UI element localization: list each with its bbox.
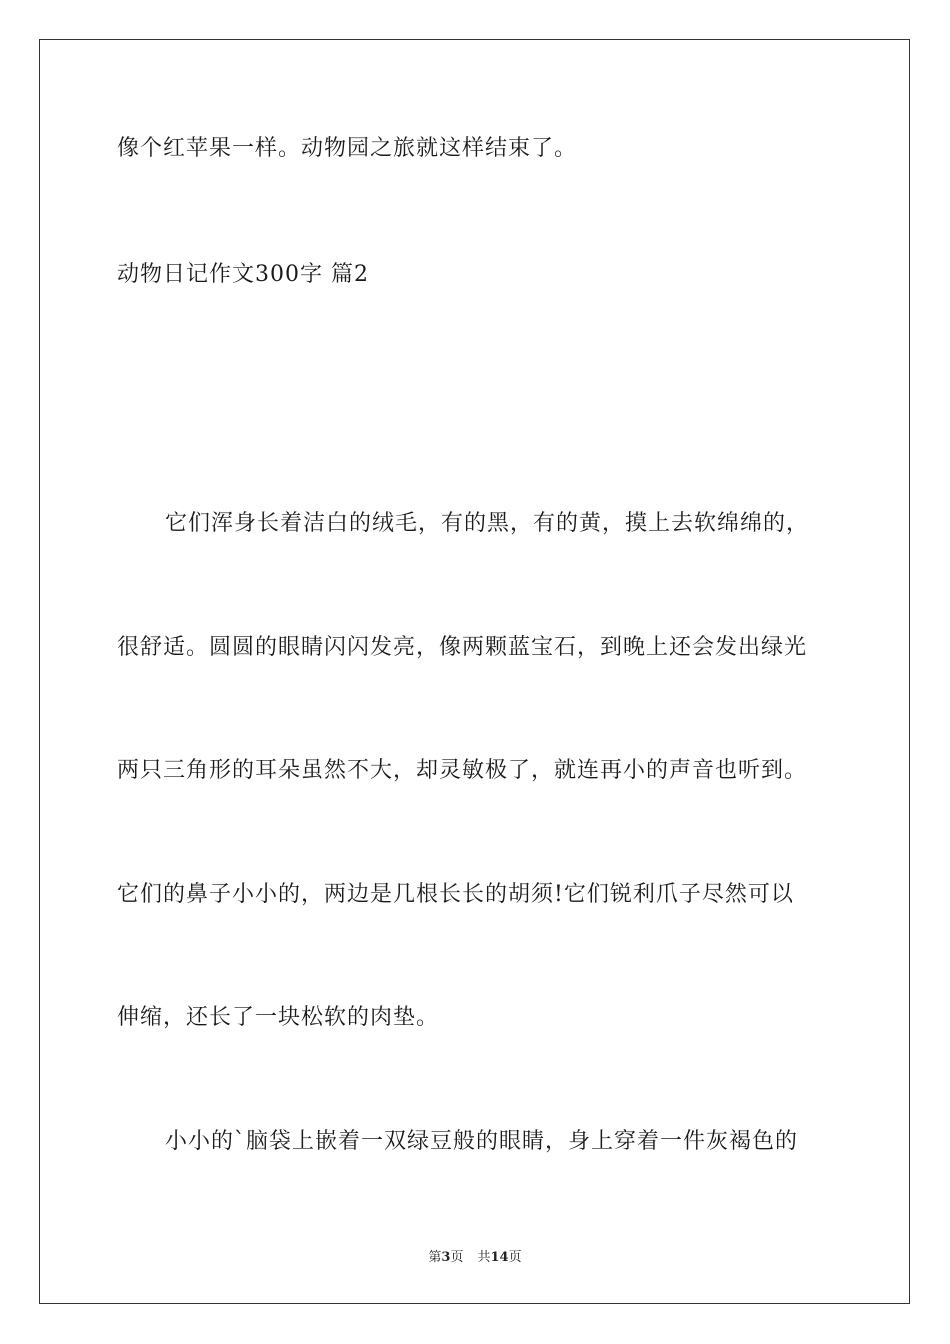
- text-line-7: 伸缩，还长了一块松软的肉垫。: [117, 1005, 440, 1030]
- text-line-8: 小小的`脑袋上嵌着一双绿豆般的眼睛，身上穿着一件灰褐色的: [165, 1129, 799, 1154]
- text-line-6: 它们的鼻子小小的，两边是几根长长的胡须!它们锐利爪子尽然可以: [117, 882, 794, 907]
- section-heading: 动物日记作文300字 篇2: [117, 262, 369, 287]
- text-line-3: 它们浑身长着洁白的绒毛，有的黑，有的黄，摸上去软绵绵的，: [165, 511, 810, 536]
- text-line-1: 像个红苹果一样。动物园之旅就这样结束了。: [117, 136, 578, 161]
- footer-total-suffix: 页: [508, 1250, 522, 1265]
- footer-page-prefix: 第: [428, 1250, 442, 1265]
- footer-page-current: 3: [441, 1250, 451, 1265]
- footer-total-prefix: 共: [477, 1250, 491, 1265]
- text-line-4: 很舒适。圆圆的眼睛闪闪发亮，像两颗蓝宝石，到晚上还会发出绿光: [117, 635, 808, 660]
- page-border: [39, 39, 910, 1304]
- footer-page-suffix: 页: [450, 1250, 464, 1265]
- page-footer: [0, 1246, 950, 1265]
- footer-page-total: 14: [490, 1250, 509, 1265]
- text-line-5: 两只三角形的耳朵虽然不大，却灵敏极了，就连再小的声音也听到。: [117, 758, 808, 783]
